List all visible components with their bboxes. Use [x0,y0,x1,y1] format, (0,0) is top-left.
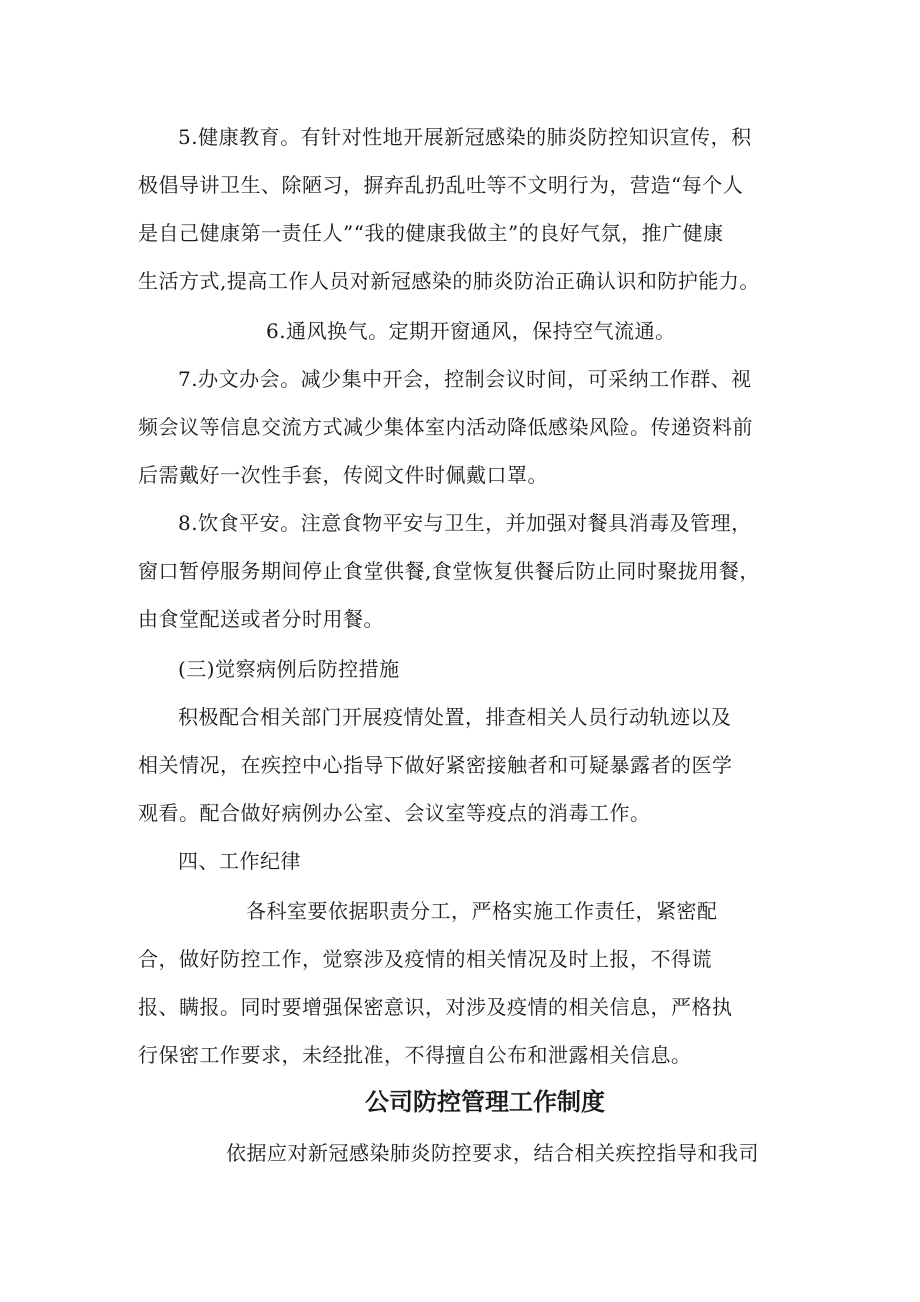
paragraph-health-education-line-4: 生活方式,提高工作人员对新冠感染的肺炎防治正确认识和防护能力。 [138,269,760,293]
paragraph-health-education-line-2: 极倡导讲卫生、除陋习，摒弃乱扔乱吐等不文明行为，营造“每个人 [138,173,744,197]
paragraph-health-education-line-3: 是自己健康第一责任人”“我的健康我做主”的良好气氛，推广健康 [138,221,724,245]
paragraph-discipline-line-4: 行保密工作要求，未经批准，不得擅自公布和泄露相关信息。 [138,1043,692,1067]
heading-work-discipline: 四、工作纪律 [178,849,301,873]
paragraph-discipline-line-3: 报、瞒报。同时要增强保密意识，对涉及疫情的相关信息，严格执 [138,995,733,1019]
paragraph-discipline-line-1: 各科室要依据职责分工，严格实施工作责任，紧密配 [246,899,718,923]
paragraph-food-safety-line-1: 8.饮食平安。注意食物平安与卫生，并加强对餐具消毒及管理， [178,511,752,535]
paragraph-discipline-line-2: 合，做好防控工作，觉察涉及疫情的相关情况及时上报，不得谎 [138,947,712,971]
paragraph-case-measures-line-1: 积极配合相关部门开展疫情处置，排查相关人员行动轨迹以及 [178,705,732,729]
paragraph-ventilation-line-1: 6.通风换气。定期开窗通风，保持空气流通。 [266,319,676,343]
intro-paragraph-line-1: 依据应对新冠感染肺炎防控要求，结合相关疾控指导和我司 [226,1141,759,1165]
paragraph-office-meetings-line-2: 频会议等信息交流方式减少集体室内活动降低感染风险。传递资料前 [138,415,753,439]
subheading-case-measures: (三)觉察病例后防控措施 [178,657,400,681]
paragraph-health-education-line-1: 5.健康教育。有针对性地开展新冠感染的肺炎防控知识宣传，积 [178,125,752,149]
paragraph-food-safety-line-2: 窗口暂停服务期间停止食堂供餐,食堂恢复供餐后防止同时聚拢用餐， [138,559,760,583]
paragraph-case-measures-line-2: 相关情况，在疾控中心指导下做好紧密接触者和可疑暴露者的医学 [138,753,733,777]
paragraph-case-measures-line-3: 观看。配合做好病例办公室、会议室等疫点的消毒工作。 [138,801,651,825]
section-title: 公司防控管理工作制度 [365,1088,605,1116]
paragraph-office-meetings-line-1: 7.办文办会。减少集中开会，控制会议时间，可采纳工作群、视 [178,367,752,391]
paragraph-food-safety-line-3: 由食堂配送或者分时用餐。 [138,607,384,631]
paragraph-office-meetings-line-3: 后需戴好一次性手套，传阅文件时佩戴口罩。 [138,463,548,487]
